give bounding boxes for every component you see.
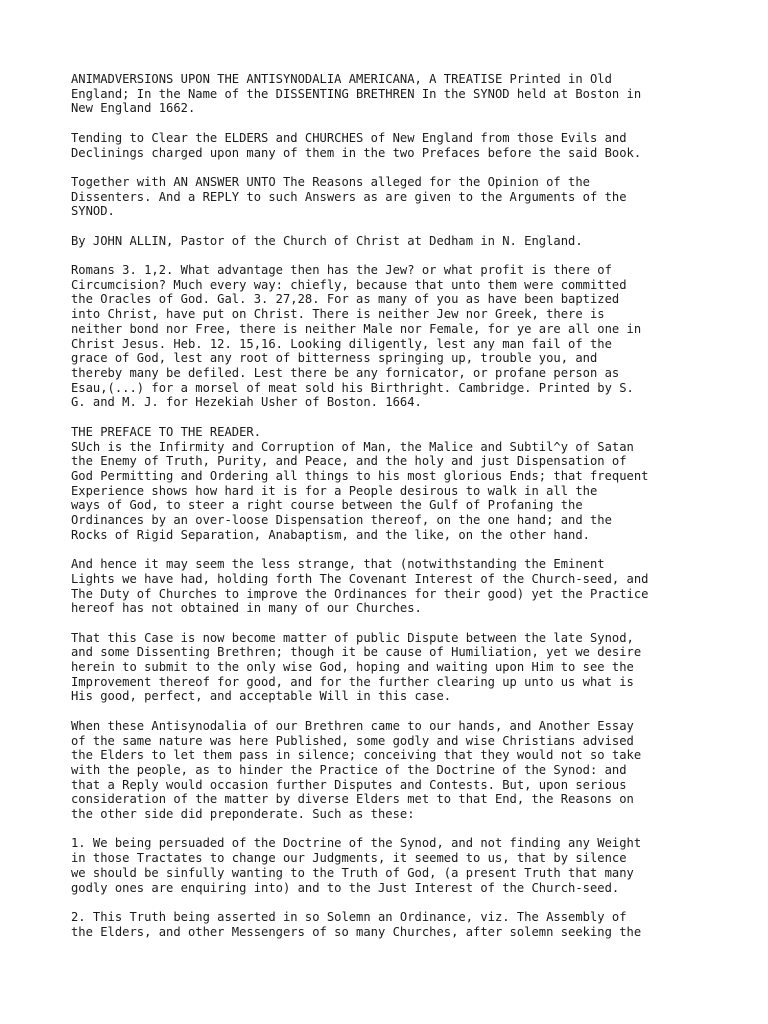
- document-page: [71, 72, 751, 954]
- preface-paragraph: THE PREFACE TO THE READER. SUch is the Infirmity and Corruption of Man, the Malice and Subtil^y of Satan the Enemy of Truth, Purity, and Peace, and the holy and just Dispensation of God Permitting and Ordering all things to his most glorious Ends; that frequent Experience shows how hard it is for a People desirous to walk in all the ways of God, to steer a right course between the Gulf of Profaning the Ordinances by an over-loose Dispensation thereof, on the one hand; and the Rocks of Rigid Separation, Anabaptism, and the like, on the other hand.: [71, 424, 649, 542]
- subtitle-paragraph: Tending to Clear the ELDERS and CHURCHES of New England from those Evils and Declinings charged upon many of them in the two Prefaces before the said Book.: [71, 130, 642, 160]
- author-line: By JOHN ALLIN, Pastor of the Church of Christ at Dedham in N. England.: [71, 233, 583, 248]
- numbered-paragraph: 2. This Truth being asserted in so Solemn an Ordinance, viz. The Assembly of the Elders, and other Messengers of so many Churches, after solemn seeking the: [71, 909, 642, 939]
- body-paragraph: When these Antisynodalia of our Brethren came to our hands, and Another Essay of the same nature was here Published, some godly and wise Christians advised the Elders to let them pass in silence; conceiving that they would not so take with the people, as to hinder the Practice of the Doctrine of the Synod: and that a Reply would occasion further Disputes and Contests. But, upon serious consideration of the matter by diverse Elders met to that End, the Reasons on the other side did preponderate. Such as these:: [71, 718, 642, 822]
- answer-paragraph: Together with AN ANSWER UNTO The Reasons alleged for the Opinion of the Dissenters. And a REPLY to such Answers as are given to the Arguments of the SYNOD.: [71, 174, 627, 219]
- scripture-paragraph: Romans 3. 1,2. What advantage then has the Jew? or what profit is there of Circumcision? Much every way: chiefly, because that unto them were committed the Oracles of God. Gal. 3. 27,28. For as many of you as have been baptized into Christ, have put on Christ. There is neither Jew nor Greek, there is neither bond nor Free, there is neither Male nor Female, for ye are all one in Christ Jesus. Heb. 12. 15,16. Looking diligently, lest any man fail of the grace of God, lest any root of bitterness springing up, trouble you, and thereby many be defiled. Lest there be any fornicator, or profane person as Esau,(...) for a morsel of meat sold his Birthright. Cambridge. Printed by S. G. and M. J. for Hezekiah Usher of Boston. 1664.: [71, 263, 642, 410]
- body-paragraph: And hence it may seem the less strange, that (notwithstanding the Eminent Lights we have had, holding forth The Covenant Interest of the Church-seed, and The Duty of Churches to improve the Ordinances for their good) yet the Practice hereof has not obtained in many of our Churches.: [71, 557, 649, 616]
- title-paragraph: ANIMADVERSIONS UPON THE ANTISYNODALIA AMERICANA, A TREATISE Printed in Old England; In the Name of the DISSENTING BRETHREN In the SYNOD held at Boston in New England 1662.: [71, 72, 642, 116]
- numbered-paragraph: 1. We being persuaded of the Doctrine of the Synod, and not finding any Weight in those Tractates to change our Judgments, it seemed to us, that by silence we should be sinfully wanting to the Truth of God, (a present Truth that many godly ones are enquiring into) and to the Just Interest of the Church-seed.: [71, 836, 642, 895]
- body-paragraph: That this Case is now become matter of public Dispute between the late Synod, and some Dissenting Brethren; though it be cause of Humiliation, yet we desire herein to submit to the only wise God, hoping and waiting upon Him to see the Improvement thereof for good, and for the further clearing up unto us what is His good, perfect, and acceptable Will in this case.: [71, 630, 642, 704]
